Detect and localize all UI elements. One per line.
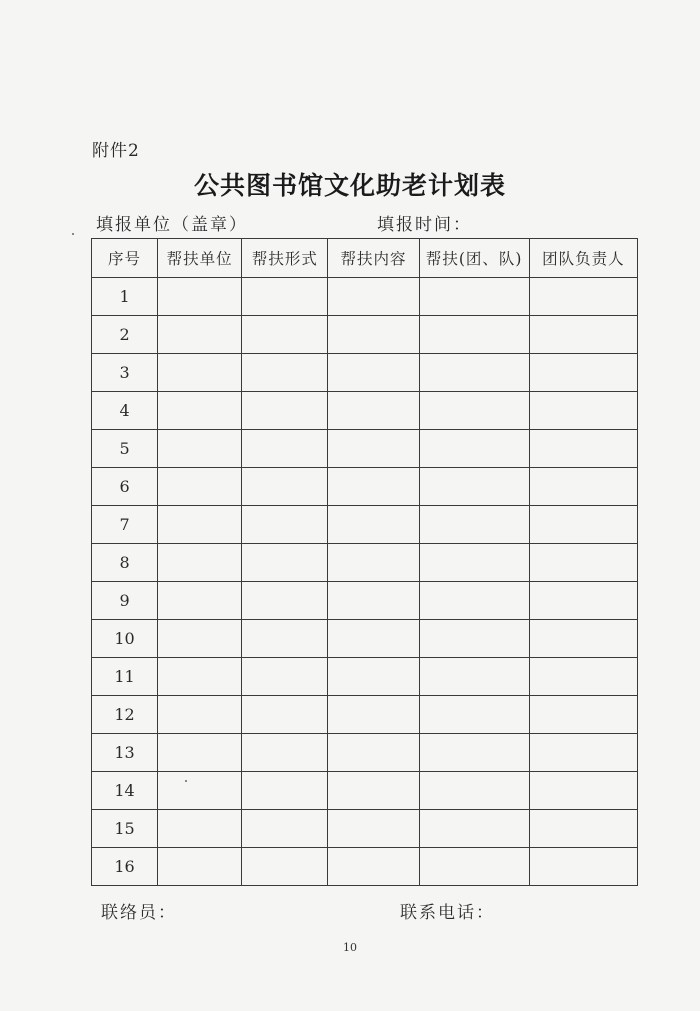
empty-cell [328,848,419,886]
empty-cell [419,468,529,506]
row-number: 12 [92,696,158,734]
fill-unit-label: 填报单位（盖章） [96,215,248,235]
row-number: 6 [92,468,158,506]
empty-cell [158,354,242,392]
empty-cell [529,810,637,848]
empty-cell [419,506,529,544]
table-row [92,734,638,772]
empty-cell [529,544,637,582]
empty-cell [242,544,328,582]
table-row [92,544,638,582]
empty-cell [328,468,419,506]
empty-cell [158,278,242,316]
table-row [92,848,638,886]
table-row [92,810,638,848]
table-row [92,354,638,392]
empty-cell [242,696,328,734]
empty-cell [419,848,529,886]
empty-cell [158,582,242,620]
empty-cell [529,620,637,658]
page-number: 10 [343,941,357,954]
empty-cell [529,696,637,734]
empty-cell [419,392,529,430]
empty-cell [242,582,328,620]
table-row [92,658,638,696]
empty-cell [242,658,328,696]
empty-cell [419,354,529,392]
row-number: 16 [92,848,158,886]
empty-cell [158,620,242,658]
table-row [92,316,638,354]
empty-cell [529,658,637,696]
empty-cell [529,354,637,392]
contact-phone-label: 联系电话： [400,903,495,923]
empty-cell [328,734,419,772]
row-number: 14 [92,772,158,810]
empty-cell [242,430,328,468]
empty-cell [328,582,419,620]
empty-cell [328,544,419,582]
empty-cell [158,316,242,354]
empty-cell [419,772,529,810]
row-number: 1 [92,278,158,316]
table-row [92,696,638,734]
table-header-row [92,239,638,278]
empty-cell [158,430,242,468]
empty-cell [529,468,637,506]
empty-cell [328,316,419,354]
empty-cell [529,506,637,544]
row-number: 13 [92,734,158,772]
table-row [92,430,638,468]
empty-cell [242,848,328,886]
row-number: 15 [92,810,158,848]
contact-person-label: 联络员： [101,903,177,923]
empty-cell [529,772,637,810]
empty-cell [419,430,529,468]
empty-cell [419,278,529,316]
empty-cell [529,278,637,316]
empty-cell [158,506,242,544]
header-team-leader: 团队负责人 [529,239,637,278]
table-row [92,582,638,620]
empty-cell [419,544,529,582]
row-number: 2 [92,316,158,354]
page-title: 公共图书馆文化助老计划表 [193,171,506,200]
empty-cell [328,772,419,810]
empty-cell [328,658,419,696]
empty-cell [242,354,328,392]
empty-cell [328,392,419,430]
empty-cell [529,392,637,430]
row-number: 5 [92,430,158,468]
empty-cell [328,696,419,734]
empty-cell [242,772,328,810]
empty-cell [419,734,529,772]
empty-cell [529,430,637,468]
row-number: 9 [92,582,158,620]
attachment-label: 附件2 [92,141,140,161]
empty-cell [529,582,637,620]
table-row [92,468,638,506]
empty-cell [419,810,529,848]
empty-cell [158,468,242,506]
empty-cell [158,392,242,430]
empty-cell [242,278,328,316]
row-number: 10 [92,620,158,658]
empty-cell [242,468,328,506]
empty-cell [419,620,529,658]
empty-cell [529,734,637,772]
empty-cell [328,620,419,658]
table-row [92,392,638,430]
empty-cell [328,278,419,316]
empty-cell [529,848,637,886]
header-help-form: 帮扶形式 [242,239,328,278]
empty-cell [242,620,328,658]
header-help-team: 帮扶(团、队) [419,239,529,278]
row-number: 7 [92,506,158,544]
empty-cell [242,734,328,772]
empty-cell [158,772,242,810]
table-body [92,278,638,886]
empty-cell [419,696,529,734]
empty-cell [328,430,419,468]
table-row [92,506,638,544]
plan-table [91,238,638,886]
empty-cell [328,354,419,392]
fill-time-label: 填报时间： [377,215,472,235]
header-help-unit: 帮扶单位 [158,239,242,278]
empty-cell [158,544,242,582]
empty-cell [328,810,419,848]
scan-speck [72,233,74,235]
row-number: 8 [92,544,158,582]
empty-cell [242,506,328,544]
row-number: 3 [92,354,158,392]
empty-cell [158,658,242,696]
empty-cell [529,316,637,354]
empty-cell [419,582,529,620]
header-serial: 序号 [92,239,158,278]
table-row [92,278,638,316]
empty-cell [158,848,242,886]
empty-cell [158,810,242,848]
table-row [92,620,638,658]
empty-cell [242,810,328,848]
empty-cell [328,506,419,544]
empty-cell [158,696,242,734]
empty-cell [158,734,242,772]
empty-cell [419,316,529,354]
header-help-content: 帮扶内容 [328,239,419,278]
table-row [92,772,638,810]
empty-cell [242,316,328,354]
empty-cell [242,392,328,430]
row-number: 11 [92,658,158,696]
scan-speck [185,780,187,782]
empty-cell [419,658,529,696]
row-number: 4 [92,392,158,430]
